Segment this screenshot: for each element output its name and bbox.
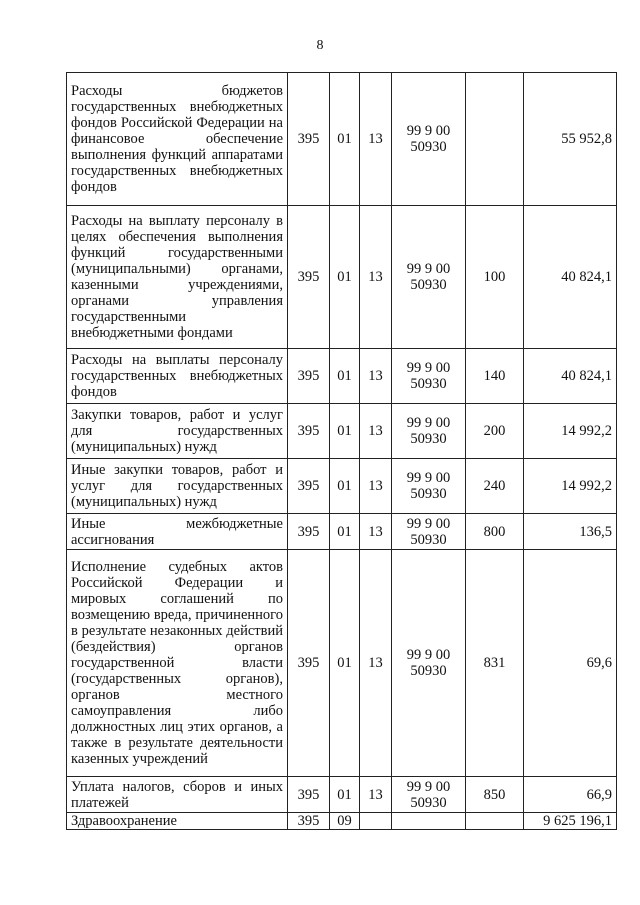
row-csr-part1: 99 9 00 [406,470,451,486]
row-pr: 13 [360,73,392,206]
row-gr: 395 [288,777,330,813]
row-name: Расходы на выплаты персоналу государственных внебюджетных фондов [67,349,288,404]
row-gr: 395 [288,550,330,777]
row-rz: 01 [330,206,360,349]
row-vr [466,73,524,206]
row-csr [392,459,466,514]
table-row [67,349,617,404]
row-sum: 40 824,1 [524,349,617,404]
row-vr: 850 [466,777,524,813]
row-csr [392,73,466,206]
row-csr-part1: 99 9 00 [406,515,451,532]
row-gr: 395 [288,813,330,830]
row-pr: 13 [360,550,392,777]
row-vr: 100 [466,206,524,349]
row-rz: 09 [330,813,360,830]
row-vr: 140 [466,349,524,404]
row-pr: 13 [360,206,392,349]
row-csr-part1: 99 9 00 [406,261,451,277]
row-vr: 831 [466,550,524,777]
row-name: Исполнение судебных актов Российской Федерации и мировых соглашений по возмещению вреда, причиненного в результате незаконных действий (бездействия) органов государственной власти (государственных органов), органов местного самоуправления либо должностных лиц этих органов, а также в результате деятельности казенных учреждений [67,550,288,777]
row-rz: 01 [330,404,360,459]
row-csr [392,514,466,550]
row-csr [392,206,466,349]
row-rz: 01 [330,514,360,550]
row-csr [392,813,466,830]
row-gr: 395 [288,404,330,459]
row-name: Здравоохранение [67,813,288,830]
row-sum: 136,5 [524,514,617,550]
row-csr [392,349,466,404]
row-csr-part1: 99 9 00 [406,778,451,795]
table-row [67,813,617,830]
row-csr-part1: 99 9 00 [406,415,451,431]
row-vr: 800 [466,514,524,550]
row-csr-part1: 99 9 00 [406,647,451,663]
table-row [67,459,617,514]
row-csr-part2: 50930 [410,794,447,811]
row-csr [392,550,466,777]
row-sum: 69,6 [524,550,617,777]
row-csr-part2: 50930 [410,139,447,155]
row-rz: 01 [330,777,360,813]
row-csr [392,777,466,813]
row-gr: 395 [288,514,330,550]
budget-table [66,72,617,830]
row-vr: 240 [466,459,524,514]
row-rz: 01 [330,73,360,206]
table-row [67,550,617,777]
row-name: Расходы на выплату персоналу в целях обеспечения выполнения функций государственными (муниципальными) органами, казенными учреждениями, органами управления государственными внебюджетными фондами [67,206,288,349]
table-row [67,73,617,206]
page-number: 8 [316,38,324,53]
row-name: Иные закупки товаров, работ и услуг для государственных (муниципальных) нужд [67,459,288,514]
row-rz: 01 [330,459,360,514]
row-sum: 14 992,2 [524,459,617,514]
row-csr-part2: 50930 [410,277,447,293]
row-pr: 13 [360,349,392,404]
row-gr: 395 [288,459,330,514]
row-pr: 13 [360,777,392,813]
row-name: Расходы бюджетов государственных внебюджетных фондов Российской Федерации на финансовое обеспечение выполнения функций аппаратами государственных внебюджетных фондов [67,73,288,206]
row-sum: 55 952,8 [524,73,617,206]
row-gr: 395 [288,349,330,404]
row-pr: 13 [360,514,392,550]
row-csr-part1: 99 9 00 [406,123,451,139]
row-pr: 13 [360,459,392,514]
row-gr: 395 [288,206,330,349]
row-sum: 40 824,1 [524,206,617,349]
row-csr-part2: 50930 [410,663,447,679]
table-row [67,404,617,459]
row-rz: 01 [330,550,360,777]
row-csr [392,404,466,459]
row-pr: 13 [360,404,392,459]
table-row [67,514,617,550]
row-sum: 14 992,2 [524,404,617,459]
row-csr-part2: 50930 [410,376,447,392]
row-name: Уплата налогов, сборов и иных платежей [67,777,288,813]
row-name: Иные межбюджетные ассигнования [67,514,288,550]
table-row [67,206,617,349]
row-sum: 66,9 [524,777,617,813]
row-gr: 395 [288,73,330,206]
row-vr [466,813,524,830]
table-row [67,777,617,813]
row-name: Закупки товаров, работ и услуг для государственных (муниципальных) нужд [67,404,288,459]
row-vr: 200 [466,404,524,459]
row-csr-part2: 50930 [410,431,447,447]
row-csr-part2: 50930 [410,486,447,502]
row-rz: 01 [330,349,360,404]
row-sum: 9 625 196,1 [524,813,617,830]
row-pr [360,813,392,830]
row-csr-part2: 50930 [410,531,447,548]
row-csr-part1: 99 9 00 [406,360,451,376]
